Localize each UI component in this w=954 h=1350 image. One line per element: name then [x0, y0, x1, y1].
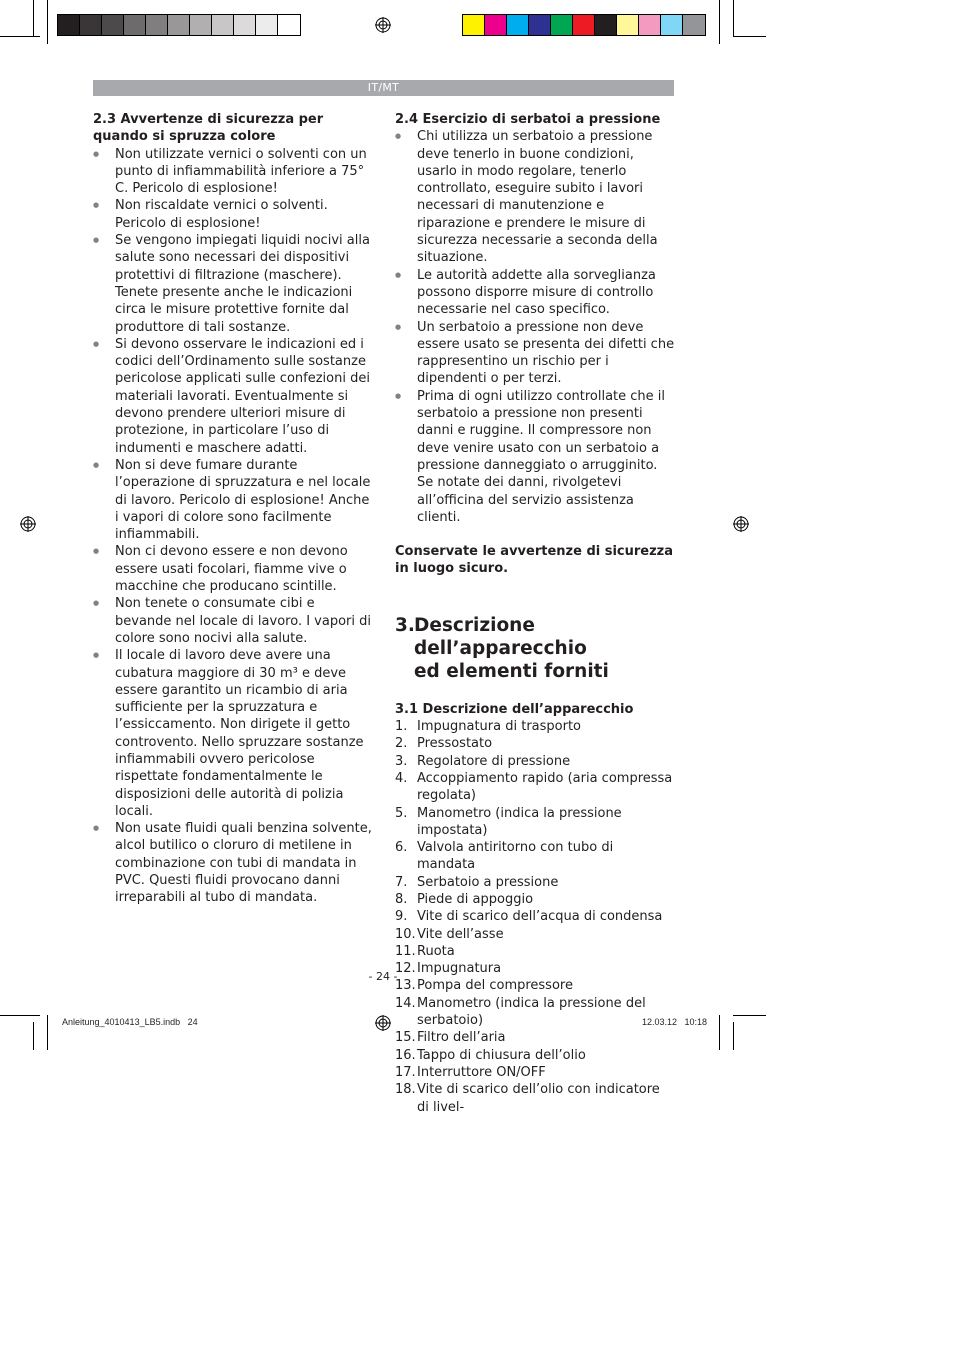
color-swatch — [463, 15, 485, 35]
bullet-item: ● Un serbatoio a pressione non deve essere usato se presenta dei difetti che rappresentino un rischio per i dipendenti o per terzi. — [395, 319, 675, 388]
color-swatch — [683, 15, 705, 35]
section-2-4-list — [395, 128, 675, 526]
list-item-number: 13. — [395, 978, 416, 994]
list-item-text: Vite di scarico dell’acqua di condensa — [417, 909, 663, 925]
language-tag: IT/MT — [367, 81, 400, 94]
list-item-number: 5. — [395, 805, 408, 821]
crop-mark — [733, 0, 734, 36]
language-header-band — [93, 80, 674, 96]
color-swatch — [278, 15, 300, 35]
bullet-item: ● Le autorità addette alla sorveglianza possono disporre misure di controllo necessarie nel caso specifico. — [395, 267, 675, 319]
list-item — [395, 908, 675, 925]
section-3-1-title: 3.1 Descrizione dell’apparecchio — [395, 701, 634, 717]
color-swatch — [256, 15, 278, 35]
color-swatch — [529, 15, 551, 35]
section-3-number: 3. — [395, 614, 415, 636]
list-item-text: Piede di appoggio — [417, 891, 534, 907]
registration-mark-icon — [20, 516, 36, 532]
list-item-text: Impugnatura di trasporto — [417, 719, 582, 735]
list-item — [395, 735, 675, 752]
left-column — [93, 111, 373, 907]
list-item-number: 4. — [395, 770, 408, 786]
gray-color-bar — [57, 14, 301, 36]
list-item — [395, 1047, 675, 1064]
list-item-text: Vite di scarico dell’olio con indicatore di livel- — [417, 1082, 660, 1115]
list-item — [395, 926, 675, 943]
color-swatch — [190, 15, 212, 35]
list-item-text: Manometro (indica la pressione del serbatoio) — [417, 995, 646, 1029]
crop-mark — [719, 1015, 720, 1050]
list-item-text: Regolatore di pressione — [417, 753, 571, 769]
list-item-number: 3. — [395, 753, 408, 769]
list-item — [395, 1081, 675, 1116]
color-swatch — [212, 15, 234, 35]
crop-mark — [719, 0, 720, 44]
list-item — [395, 805, 675, 840]
crop-mark — [47, 0, 48, 44]
bullet-item: ● Non usate fluidi quali benzina solvente, alcol butilico o cloruro di metilene in combinazione con tubi di mandata in PVC. Questi fluidi provocano danni irreparabili al tubo di mandata. — [93, 820, 373, 906]
bullet-item: ● Se vengono impiegati liquidi nocivi alla salute sono necessari dei dispositivi protettivi di filtrazione (maschere). Tenete presente anche le indicazioni circa le misure protettive fornite dal produttore di tali sostanze. — [93, 232, 373, 336]
component-list — [395, 718, 675, 1116]
crop-mark — [47, 1015, 48, 1050]
bullet-item: ● Chi utilizza un serbatoio a pressione deve tenerlo in buone condizioni, usarlo in modo regolare, tenerlo controllato, eseguire subito i lavori necessari di manutenzione e riparazione e prendere le misure di sicurezza necessarie a seconda della situazione. — [395, 128, 675, 266]
color-swatch — [661, 15, 683, 35]
color-swatch — [234, 15, 256, 35]
list-item-number: 9. — [395, 909, 408, 925]
bullet-item: ● Prima di ogni utilizzo controllate che il serbatoio a pressione non presenti danni e ruggine. Il compressore non deve venire usato con un serbatoio a pressione danneggiato o arrugginito. Se notate dei danni, rivolgetevi all’officina del servizio assistenza clienti. — [395, 388, 675, 526]
color-swatch — [617, 15, 639, 35]
list-item-text: Ruota — [417, 943, 455, 959]
list-item-number: 6. — [395, 840, 408, 856]
bullet-item: ● Non riscaldate vernici o solventi. Pericolo di esplosione! — [93, 197, 373, 232]
bullet-item: ● Si devono osservare le indicazioni ed i codici dell’Ordinamento sulle sostanze pericolose applicati sulle confezioni dei materiali lavorati. Eventualmente si devono prendere ulteriori misure di protezione, in particolare l’uso di indumenti e maschere adatti. — [93, 336, 373, 457]
list-item — [395, 891, 675, 908]
section-2-3-title: 2.3 Avvertenze di sicurezza per quando si spruzza colore — [93, 112, 324, 145]
list-item-text: Pompa del compressore — [417, 978, 573, 994]
list-item-text: Vite dell’asse — [417, 926, 504, 942]
list-item-text: Impugnatura — [417, 961, 502, 977]
footer-datetime: 12.03.12 10:18 — [642, 1017, 708, 1027]
list-item-number: 10. — [395, 926, 416, 942]
list-item — [395, 753, 675, 770]
list-item — [395, 839, 675, 874]
list-item-text: Valvola antiritorno con tubo di mandata — [417, 840, 614, 873]
list-item-number: 11. — [395, 943, 416, 959]
page-number: - 24 - — [368, 970, 398, 983]
section-3-title-line2: ed elementi forniti — [414, 660, 609, 682]
list-item — [395, 995, 675, 1030]
registration-mark-icon — [733, 516, 749, 532]
color-swatch — [573, 15, 595, 35]
bullet-item: ● Non ci devono essere e non devono essere usati focolari, fiamme vive o macchine che producano scintille. — [93, 543, 373, 595]
list-item-number: 8. — [395, 891, 408, 907]
list-item — [395, 943, 675, 960]
section-2-4-title: 2.4 Esercizio di serbatoi a pressione — [395, 112, 661, 127]
crop-mark — [733, 1022, 734, 1050]
list-item-number: 2. — [395, 736, 408, 752]
crop-mark — [0, 1015, 40, 1016]
crop-mark — [33, 0, 34, 36]
bullet-item: ● Non utilizzate vernici o solventi con un punto di infiammabilità inferiore a 75° C. Pericolo di esplosione! — [93, 146, 373, 198]
list-item-number: 14. — [395, 995, 416, 1011]
bullet-item: ● Il locale di lavoro deve avere una cubatura maggiore di 30 m³ e deve essere garantito un ricambio di aria sufficiente per la spruzzatura e l’essiccamento. Non dirigete il getto controvento. Nello spruzzare sostanze infiammabili ovvero pericolose rispettate fondamentalmente le disposizioni delle autorità di polizia locali. — [93, 647, 373, 820]
list-item-text: Accoppiamento rapido (aria compressa regolata) — [417, 770, 673, 804]
list-item — [395, 874, 675, 891]
bullet-item: ● Non si deve fumare durante l’operazione di spruzzatura e nel locale di lavoro. Pericolo di esplosione! Anche i vapori di colore sono facilmente infiammabili. — [93, 457, 373, 543]
color-swatch — [124, 15, 146, 35]
color-swatch — [80, 15, 102, 35]
bullet-item: ● Non tenete o consumate cibi e bevande nel locale di lavoro. I vapori di colore sono nocivi alla salute. — [93, 595, 373, 647]
crop-mark — [33, 1022, 34, 1050]
list-item-text: Serbatoio a pressione — [417, 874, 559, 890]
list-item-number: 16. — [395, 1047, 416, 1063]
list-item-number: 18. — [395, 1082, 416, 1098]
safety-keep-note: Conservate le avvertenze di sicurezza in luogo sicuro. — [395, 544, 674, 577]
list-item-text: Interruttore ON/OFF — [417, 1064, 546, 1080]
list-item-text: Manometro (indica la pressione impostata) — [417, 805, 622, 838]
process-color-bar — [462, 14, 706, 36]
color-swatch — [551, 15, 573, 35]
crop-mark — [733, 36, 766, 37]
section-2-3-list — [93, 146, 373, 907]
color-swatch — [639, 15, 661, 35]
registration-mark-icon — [375, 1015, 391, 1031]
color-swatch — [168, 15, 190, 35]
footer-file: Anleitung_4010413_LB5.indb 24 — [62, 1017, 198, 1027]
list-item-text: Pressostato — [417, 736, 493, 752]
right-column — [395, 111, 675, 1116]
list-item-number: 17. — [395, 1064, 416, 1080]
list-item — [395, 1029, 675, 1046]
color-swatch — [485, 15, 507, 35]
list-item-number: 1. — [395, 719, 408, 735]
list-item — [395, 770, 675, 805]
list-item-number: 12. — [395, 961, 416, 977]
registration-mark-icon — [375, 17, 391, 33]
section-3-title-line1: Descrizione dell’apparecchio — [414, 614, 587, 659]
list-item-number: 7. — [395, 874, 408, 890]
list-item-number: 15. — [395, 1030, 416, 1046]
color-swatch — [595, 15, 617, 35]
crop-mark — [733, 1015, 766, 1016]
list-item-text: Tappo di chiusura dell’olio — [417, 1047, 586, 1063]
section-3-heading — [395, 614, 675, 683]
color-swatch — [102, 15, 124, 35]
color-swatch — [146, 15, 168, 35]
crop-mark — [0, 36, 40, 37]
list-item — [395, 718, 675, 735]
list-item-text: Filtro dell’aria — [417, 1030, 506, 1046]
color-swatch — [58, 15, 80, 35]
color-swatch — [507, 15, 529, 35]
list-item — [395, 1064, 675, 1081]
